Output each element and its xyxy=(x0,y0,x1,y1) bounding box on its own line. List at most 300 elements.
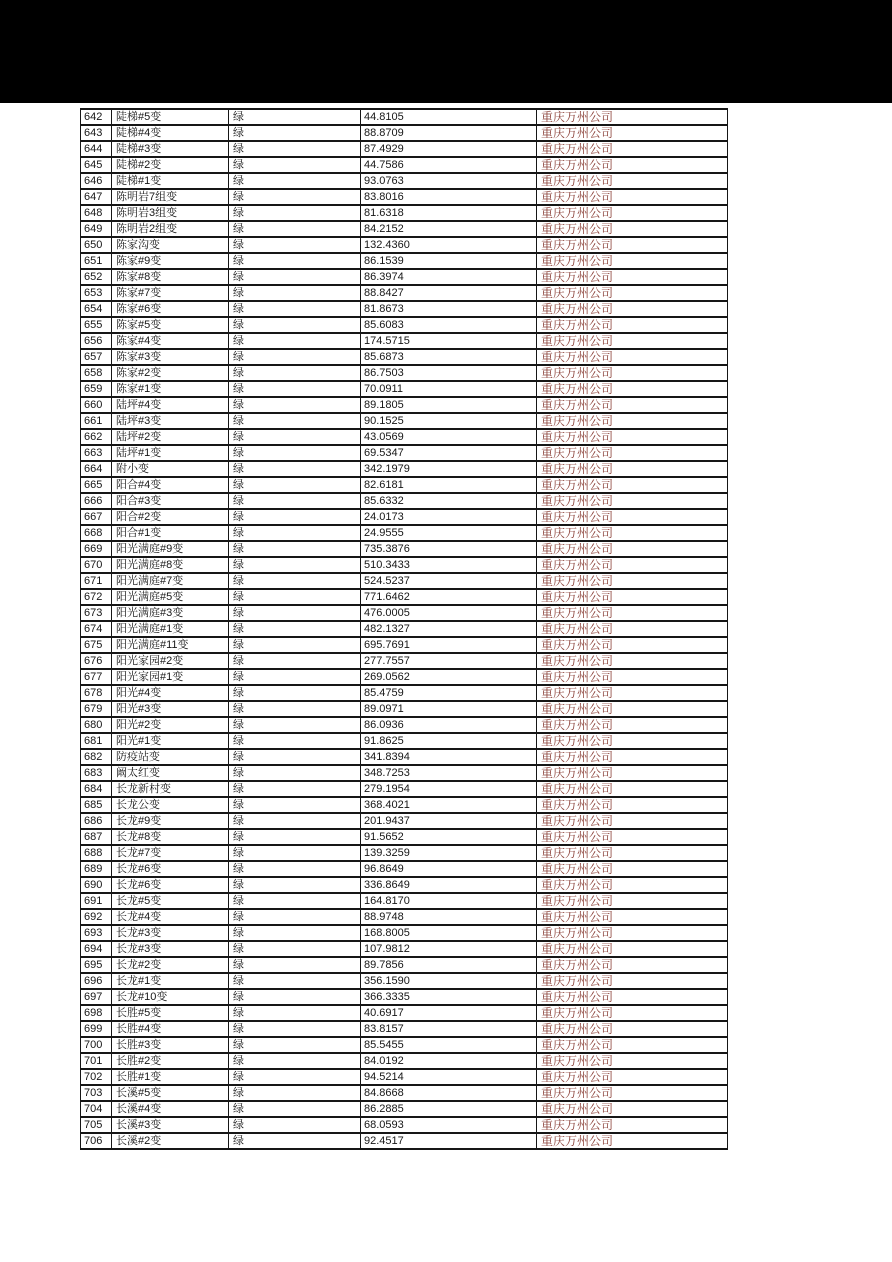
cell-company: 重庆万州公司 xyxy=(537,1053,728,1069)
cell-value: 81.6318 xyxy=(361,205,537,221)
cell-value: 107.9812 xyxy=(361,941,537,957)
cell-name: 陈家#3变 xyxy=(112,349,229,365)
cell-name: 长龙#9变 xyxy=(112,813,229,829)
cell-company: 重庆万州公司 xyxy=(537,717,728,733)
cell-status: 绿 xyxy=(229,173,361,189)
cell-serial: 704 xyxy=(81,1101,112,1117)
cell-serial: 686 xyxy=(81,813,112,829)
cell-status: 绿 xyxy=(229,541,361,557)
cell-name: 陆坪#2变 xyxy=(112,429,229,445)
cell-name: 长龙#1变 xyxy=(112,973,229,989)
cell-serial: 706 xyxy=(81,1133,112,1149)
cell-status: 绿 xyxy=(229,909,361,925)
cell-company: 重庆万州公司 xyxy=(537,205,728,221)
cell-value: 68.0593 xyxy=(361,1117,537,1133)
cell-company: 重庆万州公司 xyxy=(537,189,728,205)
table-row xyxy=(81,797,728,813)
table-row xyxy=(81,957,728,973)
table-row xyxy=(81,845,728,861)
table-row xyxy=(81,685,728,701)
cell-status: 绿 xyxy=(229,813,361,829)
cell-value: 279.1954 xyxy=(361,781,537,797)
cell-status: 绿 xyxy=(229,317,361,333)
cell-status: 绿 xyxy=(229,301,361,317)
cell-serial: 676 xyxy=(81,653,112,669)
table-row xyxy=(81,333,728,349)
cell-value: 85.4759 xyxy=(361,685,537,701)
cell-serial: 690 xyxy=(81,877,112,893)
cell-name: 长胜#2变 xyxy=(112,1053,229,1069)
table-row xyxy=(81,301,728,317)
cell-company: 重庆万州公司 xyxy=(537,493,728,509)
cell-serial: 700 xyxy=(81,1037,112,1053)
cell-status: 绿 xyxy=(229,1133,361,1149)
cell-serial: 693 xyxy=(81,925,112,941)
table-row xyxy=(81,973,728,989)
cell-serial: 681 xyxy=(81,733,112,749)
cell-serial: 648 xyxy=(81,205,112,221)
cell-name: 阳光#2变 xyxy=(112,717,229,733)
cell-name: 长龙#2变 xyxy=(112,957,229,973)
cell-name: 长胜#4变 xyxy=(112,1021,229,1037)
cell-status: 绿 xyxy=(229,605,361,621)
cell-serial: 703 xyxy=(81,1085,112,1101)
cell-serial: 672 xyxy=(81,589,112,605)
table-row xyxy=(81,1021,728,1037)
sheet-area xyxy=(0,103,892,1262)
cell-serial: 688 xyxy=(81,845,112,861)
cell-company: 重庆万州公司 xyxy=(537,925,728,941)
cell-value: 366.3335 xyxy=(361,989,537,1005)
cell-company: 重庆万州公司 xyxy=(537,605,728,621)
cell-status: 绿 xyxy=(229,733,361,749)
cell-value: 24.0173 xyxy=(361,509,537,525)
cell-value: 85.6873 xyxy=(361,349,537,365)
cell-status: 绿 xyxy=(229,877,361,893)
cell-value: 695.7691 xyxy=(361,637,537,653)
cell-company: 重庆万州公司 xyxy=(537,813,728,829)
cell-status: 绿 xyxy=(229,749,361,765)
cell-company: 重庆万州公司 xyxy=(537,1085,728,1101)
cell-serial: 671 xyxy=(81,573,112,589)
table-row xyxy=(81,477,728,493)
cell-name: 长龙#3变 xyxy=(112,925,229,941)
table-row xyxy=(81,1053,728,1069)
cell-value: 43.0569 xyxy=(361,429,537,445)
table-row xyxy=(81,765,728,781)
cell-name: 阳光#3变 xyxy=(112,701,229,717)
cell-serial: 702 xyxy=(81,1069,112,1085)
cell-value: 90.1525 xyxy=(361,413,537,429)
table-row xyxy=(81,157,728,173)
cell-serial: 652 xyxy=(81,269,112,285)
cell-name: 陡梯#4变 xyxy=(112,125,229,141)
cell-company: 重庆万州公司 xyxy=(537,125,728,141)
cell-company: 重庆万州公司 xyxy=(537,829,728,845)
cell-value: 89.1805 xyxy=(361,397,537,413)
table-row xyxy=(81,557,728,573)
cell-serial: 655 xyxy=(81,317,112,333)
cell-company: 重庆万州公司 xyxy=(537,589,728,605)
cell-company: 重庆万州公司 xyxy=(537,413,728,429)
cell-status: 绿 xyxy=(229,621,361,637)
cell-name: 阳光满庭#8变 xyxy=(112,557,229,573)
cell-serial: 695 xyxy=(81,957,112,973)
cell-name: 陡梯#2变 xyxy=(112,157,229,173)
cell-name: 长龙#10变 xyxy=(112,989,229,1005)
cell-value: 44.8105 xyxy=(361,109,537,125)
cell-status: 绿 xyxy=(229,397,361,413)
cell-serial: 701 xyxy=(81,1053,112,1069)
table-row xyxy=(81,365,728,381)
cell-serial: 651 xyxy=(81,253,112,269)
cell-serial: 659 xyxy=(81,381,112,397)
cell-status: 绿 xyxy=(229,381,361,397)
cell-serial: 685 xyxy=(81,797,112,813)
cell-value: 348.7253 xyxy=(361,765,537,781)
cell-name: 长溪#3变 xyxy=(112,1117,229,1133)
cell-name: 长胜#5变 xyxy=(112,1005,229,1021)
cell-name: 阳光满庭#5变 xyxy=(112,589,229,605)
cell-name: 阳光满庭#1变 xyxy=(112,621,229,637)
table-row xyxy=(81,733,728,749)
cell-name: 陈家沟变 xyxy=(112,237,229,253)
top-black-band xyxy=(0,0,892,103)
cell-status: 绿 xyxy=(229,893,361,909)
cell-name: 阳合#2变 xyxy=(112,509,229,525)
cell-serial: 645 xyxy=(81,157,112,173)
cell-serial: 642 xyxy=(81,109,112,125)
cell-name: 阳合#1变 xyxy=(112,525,229,541)
cell-company: 重庆万州公司 xyxy=(537,685,728,701)
cell-value: 85.6332 xyxy=(361,493,537,509)
cell-name: 陆坪#4变 xyxy=(112,397,229,413)
cell-company: 重庆万州公司 xyxy=(537,557,728,573)
cell-status: 绿 xyxy=(229,669,361,685)
cell-serial: 699 xyxy=(81,1021,112,1037)
cell-company: 重庆万州公司 xyxy=(537,845,728,861)
cell-value: 336.8649 xyxy=(361,877,537,893)
cell-value: 86.7503 xyxy=(361,365,537,381)
cell-company: 重庆万州公司 xyxy=(537,269,728,285)
cell-company: 重庆万州公司 xyxy=(537,333,728,349)
cell-company: 重庆万州公司 xyxy=(537,157,728,173)
table-row xyxy=(81,221,728,237)
cell-company: 重庆万州公司 xyxy=(537,765,728,781)
cell-status: 绿 xyxy=(229,157,361,173)
cell-name: 防疫站变 xyxy=(112,749,229,765)
table-row xyxy=(81,605,728,621)
cell-name: 阳光家园#1变 xyxy=(112,669,229,685)
cell-status: 绿 xyxy=(229,1101,361,1117)
cell-company: 重庆万州公司 xyxy=(537,445,728,461)
cell-company: 重庆万州公司 xyxy=(537,237,728,253)
cell-serial: 684 xyxy=(81,781,112,797)
cell-status: 绿 xyxy=(229,589,361,605)
cell-status: 绿 xyxy=(229,237,361,253)
table-row xyxy=(81,173,728,189)
table-row xyxy=(81,925,728,941)
cell-value: 476.0005 xyxy=(361,605,537,621)
cell-serial: 664 xyxy=(81,461,112,477)
table-row xyxy=(81,461,728,477)
cell-company: 重庆万州公司 xyxy=(537,1101,728,1117)
cell-value: 356.1590 xyxy=(361,973,537,989)
cell-company: 重庆万州公司 xyxy=(537,1021,728,1037)
cell-value: 70.0911 xyxy=(361,381,537,397)
cell-company: 重庆万州公司 xyxy=(537,525,728,541)
cell-status: 绿 xyxy=(229,781,361,797)
cell-value: 139.3259 xyxy=(361,845,537,861)
table-row xyxy=(81,189,728,205)
cell-name: 长胜#3变 xyxy=(112,1037,229,1053)
table-row xyxy=(81,109,728,125)
cell-name: 长龙#5变 xyxy=(112,893,229,909)
cell-value: 368.4021 xyxy=(361,797,537,813)
cell-status: 绿 xyxy=(229,349,361,365)
cell-status: 绿 xyxy=(229,333,361,349)
cell-value: 83.8157 xyxy=(361,1021,537,1037)
table-row xyxy=(81,637,728,653)
cell-company: 重庆万州公司 xyxy=(537,365,728,381)
cell-value: 86.3974 xyxy=(361,269,537,285)
cell-value: 771.6462 xyxy=(361,589,537,605)
cell-serial: 646 xyxy=(81,173,112,189)
cell-company: 重庆万州公司 xyxy=(537,317,728,333)
cell-status: 绿 xyxy=(229,1117,361,1133)
cell-serial: 649 xyxy=(81,221,112,237)
cell-serial: 674 xyxy=(81,621,112,637)
cell-value: 84.0192 xyxy=(361,1053,537,1069)
table-row xyxy=(81,429,728,445)
cell-company: 重庆万州公司 xyxy=(537,109,728,125)
cell-serial: 662 xyxy=(81,429,112,445)
cell-status: 绿 xyxy=(229,941,361,957)
cell-name: 长溪#2变 xyxy=(112,1133,229,1149)
cell-value: 44.7586 xyxy=(361,157,537,173)
cell-value: 69.5347 xyxy=(361,445,537,461)
cell-status: 绿 xyxy=(229,205,361,221)
cell-value: 341.8394 xyxy=(361,749,537,765)
cell-serial: 666 xyxy=(81,493,112,509)
table-row xyxy=(81,1133,728,1149)
cell-status: 绿 xyxy=(229,637,361,653)
cell-status: 绿 xyxy=(229,925,361,941)
cell-value: 201.9437 xyxy=(361,813,537,829)
cell-status: 绿 xyxy=(229,861,361,877)
cell-name: 长龙#3变 xyxy=(112,941,229,957)
cell-serial: 670 xyxy=(81,557,112,573)
table-row xyxy=(81,589,728,605)
cell-serial: 647 xyxy=(81,189,112,205)
cell-company: 重庆万州公司 xyxy=(537,989,728,1005)
cell-serial: 679 xyxy=(81,701,112,717)
cell-value: 269.0562 xyxy=(361,669,537,685)
cell-company: 重庆万州公司 xyxy=(537,573,728,589)
cell-value: 40.6917 xyxy=(361,1005,537,1021)
cell-name: 阳光#4变 xyxy=(112,685,229,701)
cell-name: 陈家#1变 xyxy=(112,381,229,397)
cell-company: 重庆万州公司 xyxy=(537,141,728,157)
cell-company: 重庆万州公司 xyxy=(537,797,728,813)
cell-serial: 673 xyxy=(81,605,112,621)
cell-name: 陈家#9变 xyxy=(112,253,229,269)
table-row xyxy=(81,877,728,893)
cell-serial: 653 xyxy=(81,285,112,301)
cell-name: 阳合#4变 xyxy=(112,477,229,493)
cell-name: 陈家#6变 xyxy=(112,301,229,317)
cell-status: 绿 xyxy=(229,797,361,813)
cell-company: 重庆万州公司 xyxy=(537,957,728,973)
cell-value: 88.8427 xyxy=(361,285,537,301)
cell-name: 陈家#5变 xyxy=(112,317,229,333)
cell-serial: 692 xyxy=(81,909,112,925)
cell-value: 86.0936 xyxy=(361,717,537,733)
cell-status: 绿 xyxy=(229,109,361,125)
substation-table xyxy=(80,108,728,1150)
table-row xyxy=(81,125,728,141)
table-row xyxy=(81,861,728,877)
cell-value: 89.0971 xyxy=(361,701,537,717)
cell-serial: 643 xyxy=(81,125,112,141)
cell-company: 重庆万州公司 xyxy=(537,701,728,717)
cell-company: 重庆万州公司 xyxy=(537,669,728,685)
cell-company: 重庆万州公司 xyxy=(537,1037,728,1053)
cell-company: 重庆万州公司 xyxy=(537,653,728,669)
cell-company: 重庆万州公司 xyxy=(537,173,728,189)
cell-status: 绿 xyxy=(229,525,361,541)
table-row xyxy=(81,509,728,525)
table-row xyxy=(81,525,728,541)
cell-value: 132.4360 xyxy=(361,237,537,253)
cell-value: 91.5652 xyxy=(361,829,537,845)
cell-status: 绿 xyxy=(229,829,361,845)
cell-serial: 678 xyxy=(81,685,112,701)
cell-value: 164.8170 xyxy=(361,893,537,909)
cell-company: 重庆万州公司 xyxy=(537,781,728,797)
cell-serial: 644 xyxy=(81,141,112,157)
table-row xyxy=(81,237,728,253)
cell-serial: 669 xyxy=(81,541,112,557)
cell-value: 85.6083 xyxy=(361,317,537,333)
table-row xyxy=(81,1069,728,1085)
cell-value: 91.8625 xyxy=(361,733,537,749)
table-row xyxy=(81,829,728,845)
cell-name: 阳光满庭#3变 xyxy=(112,605,229,621)
cell-name: 长溪#4变 xyxy=(112,1101,229,1117)
cell-name: 阳光#1变 xyxy=(112,733,229,749)
cell-name: 陆坪#1变 xyxy=(112,445,229,461)
table-row xyxy=(81,893,728,909)
cell-name: 长龙#6变 xyxy=(112,877,229,893)
table-row xyxy=(81,141,728,157)
cell-name: 陈家#4变 xyxy=(112,333,229,349)
cell-status: 绿 xyxy=(229,461,361,477)
cell-serial: 694 xyxy=(81,941,112,957)
cell-status: 绿 xyxy=(229,1021,361,1037)
table-row xyxy=(81,813,728,829)
cell-company: 重庆万州公司 xyxy=(537,909,728,925)
cell-company: 重庆万州公司 xyxy=(537,509,728,525)
cell-company: 重庆万州公司 xyxy=(537,637,728,653)
cell-serial: 689 xyxy=(81,861,112,877)
table-row xyxy=(81,717,728,733)
cell-name: 陈家#7变 xyxy=(112,285,229,301)
cell-name: 长胜#1变 xyxy=(112,1069,229,1085)
table-body xyxy=(81,109,728,1149)
cell-serial: 697 xyxy=(81,989,112,1005)
cell-company: 重庆万州公司 xyxy=(537,749,728,765)
cell-status: 绿 xyxy=(229,989,361,1005)
cell-serial: 705 xyxy=(81,1117,112,1133)
cell-value: 735.3876 xyxy=(361,541,537,557)
cell-serial: 668 xyxy=(81,525,112,541)
cell-name: 长溪#5变 xyxy=(112,1085,229,1101)
cell-name: 陈明岩2组变 xyxy=(112,221,229,237)
cell-serial: 691 xyxy=(81,893,112,909)
cell-name: 长龙#7变 xyxy=(112,845,229,861)
cell-status: 绿 xyxy=(229,1005,361,1021)
cell-name: 阳光满庭#11变 xyxy=(112,637,229,653)
table-row xyxy=(81,909,728,925)
table-row xyxy=(81,381,728,397)
table-row xyxy=(81,1117,728,1133)
cell-status: 绿 xyxy=(229,701,361,717)
cell-name: 陈明岩7组变 xyxy=(112,189,229,205)
cell-value: 87.4929 xyxy=(361,141,537,157)
cell-value: 482.1327 xyxy=(361,621,537,637)
table-row xyxy=(81,445,728,461)
cell-company: 重庆万州公司 xyxy=(537,941,728,957)
cell-company: 重庆万州公司 xyxy=(537,733,728,749)
table-row xyxy=(81,621,728,637)
cell-status: 绿 xyxy=(229,445,361,461)
cell-company: 重庆万州公司 xyxy=(537,301,728,317)
cell-value: 96.8649 xyxy=(361,861,537,877)
cell-name: 长龙公变 xyxy=(112,797,229,813)
cell-name: 长龙#4变 xyxy=(112,909,229,925)
table-row xyxy=(81,941,728,957)
cell-status: 绿 xyxy=(229,573,361,589)
cell-name: 陈家#8变 xyxy=(112,269,229,285)
cell-name: 阳光家园#2变 xyxy=(112,653,229,669)
cell-value: 277.7557 xyxy=(361,653,537,669)
cell-serial: 677 xyxy=(81,669,112,685)
table-row xyxy=(81,205,728,221)
cell-company: 重庆万州公司 xyxy=(537,1133,728,1149)
cell-status: 绿 xyxy=(229,253,361,269)
table-row xyxy=(81,989,728,1005)
cell-status: 绿 xyxy=(229,189,361,205)
cell-status: 绿 xyxy=(229,717,361,733)
table-row xyxy=(81,397,728,413)
cell-value: 86.2885 xyxy=(361,1101,537,1117)
cell-serial: 660 xyxy=(81,397,112,413)
cell-status: 绿 xyxy=(229,957,361,973)
table-row xyxy=(81,1005,728,1021)
cell-status: 绿 xyxy=(229,653,361,669)
cell-value: 86.1539 xyxy=(361,253,537,269)
cell-name: 陡梯#3变 xyxy=(112,141,229,157)
cell-status: 绿 xyxy=(229,1069,361,1085)
cell-company: 重庆万州公司 xyxy=(537,429,728,445)
table-row xyxy=(81,1037,728,1053)
cell-serial: 682 xyxy=(81,749,112,765)
cell-name: 阳光满庭#7变 xyxy=(112,573,229,589)
cell-value: 342.1979 xyxy=(361,461,537,477)
cell-serial: 663 xyxy=(81,445,112,461)
cell-name: 长龙新村变 xyxy=(112,781,229,797)
